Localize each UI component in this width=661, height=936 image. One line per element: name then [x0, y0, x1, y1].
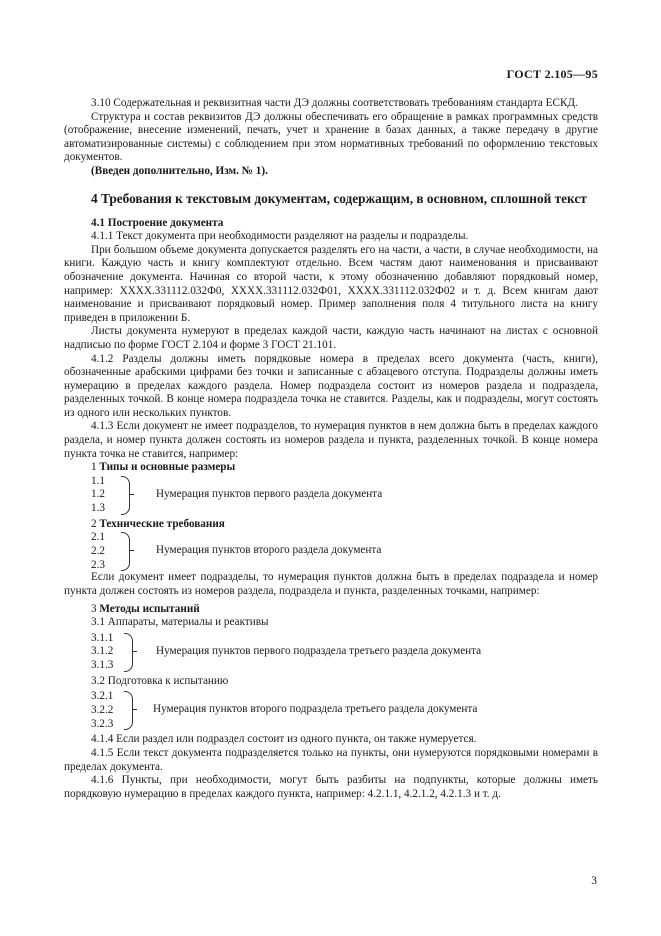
paragraph-4-1-2: 4.1.2 Разделы должны иметь порядковые номера в пределах всего документа (часть, книги), обозначенные арабскими цифрами без точки и записанные с абзацевого отступа. Подразделы должны иметь нумерацию в пределах каждого раздела. Номер подраздела состоит из номеров раздела и подраздела, разделенных точкой. В конце номера подраздела точка не ставится. Разделы, как и подразделы, могут состоять из одного или нескольких пунктов.	[64, 352, 598, 419]
numbering-description: Нумерация пунктов второго раздела документа	[156, 544, 382, 557]
subsection-4-1-title: 4.1 Построение документа	[91, 216, 224, 229]
item-number: 3.2.2	[91, 704, 114, 716]
section-title: Технические требования	[99, 517, 225, 530]
item-number: 2.2	[91, 545, 105, 558]
paragraph-subsections: Если документ имеет подразделы, то нумерация пунктов должна быть в пределах подраздела и номер пункта должен состоять из номеров раздела, подраздела и пункта, разделенных точками, например:	[64, 571, 598, 598]
item-number: 3.2.3	[91, 717, 114, 730]
item-number: 1.1	[91, 474, 105, 487]
example-section-2	[64, 518, 598, 532]
example-subsection-3-2: 3.2 Подготовка к испытанию	[91, 674, 229, 687]
paragraph-4-1-4: 4.1.4 Если раздел или подраздел состоит из одного пункта, он также нумеруется.	[91, 733, 477, 746]
numbering-description: Нумерация пунктов первого раздела документа	[156, 487, 383, 500]
paragraph-4-1-6: 4.1.6 Пункты, при необходимости, могут быть разбиты на подпункты, которые должны иметь порядковую нумерацию в пределах каждого пункта, например: 4.2.1.1, 4.2.1.2, 4.2.1.3 и т. д.	[64, 774, 598, 800]
brace-icon	[121, 476, 130, 515]
item-number: 2.1	[91, 531, 105, 544]
item-number: 2.3	[91, 558, 105, 571]
paragraph-4-1-5: 4.1.5 Если текст документа подразделяется только на пункты, они нумеруются порядковыми номерами в пределах документа.	[64, 747, 598, 773]
brace-icon	[121, 532, 130, 571]
example-section-1	[64, 461, 598, 475]
numbering-example-2	[91, 531, 598, 571]
section-4-heading: 4 Требования к текстовым документам, содержащим, в основном, сплошной текст	[91, 190, 587, 206]
paragraph-4-1-3: 4.1.3 Если документ не имеет подразделов, то нумерация пунктов в нем должна быть в пределах каждого раздела, и номер пункта должен состоять из номеров раздела и пункта, разделенных точкой. В конце номера пункта точка не ставится, например:	[64, 420, 598, 460]
item-number: 3.1.1	[91, 631, 114, 644]
numbering-description: Нумерация пунктов первого подраздела третьего раздела документа	[156, 644, 482, 657]
item-number: 1.2	[91, 488, 105, 501]
amendment-note: (Введен дополнительно, Изм. № 1).	[91, 164, 268, 177]
paragraph-3-10: 3.10 Содержательная и реквизитная части ДЭ должны соответствовать требованиям стандарта ЕСКД.	[91, 97, 578, 109]
numbering-example-3-1	[91, 632, 598, 672]
numbering-example-1	[91, 475, 598, 515]
item-number: 3.2.1	[91, 690, 114, 703]
page-number: 3	[591, 875, 597, 887]
numbering-description: Нумерация пунктов второго подраздела третьего раздела документа	[153, 703, 478, 716]
section-title: Типы и основные размеры	[99, 461, 236, 474]
section-number: 1	[91, 461, 97, 474]
item-number: 1.3	[91, 502, 105, 515]
paragraph-sheets: Листы документа нумеруют в пределах каждой части, каждую часть начинают на листах с основной надписью по форме ГОСТ 2.104 и форме 3 ГОСТ 21.101.	[64, 325, 598, 351]
section-title: Методы испытаний	[99, 602, 200, 615]
example-subsection-3-1: 3.1 Аппараты, материалы и реактивы	[91, 616, 269, 629]
brace-icon	[124, 691, 133, 730]
item-number: 3.1.2	[91, 645, 114, 658]
example-section-3	[64, 603, 598, 617]
brace-icon	[124, 633, 133, 672]
section-number: 3	[91, 602, 97, 615]
numbering-example-3-2	[91, 690, 598, 730]
paragraph-parts: При большом объеме документа допускается разделять его на части, а части, в случае необходимости, на книги. Каждую часть и книгу комплектуют отдельно. Всем частям дают наименования и присваивают обозначение документа. Начиная со второй части, к этому обозначению добавляют порядковый номер, например: ХХХХ.331112.032Ф0, ХХХХ.331112.032Ф01, ХХХХ.331112.032Ф02 и т. д. Всем книгам дают наименование и присваивают порядковый номер. Пример заполнения поля 4 титульного листа на книгу приведен в приложении Б.	[64, 243, 598, 324]
paragraph-structure: Структура и состав реквизитов ДЭ должны обеспечивать его обращение в рамках программных средств (отображение, внесение изменений, печать, учет и хранение в базах данных, а также передачу в другие автоматизированные системы) с соблюдением при этом нормативных требований по оформлению текстовых документов.	[64, 110, 598, 164]
item-number: 3.1.3	[91, 659, 114, 671]
section-number: 2	[91, 517, 97, 530]
paragraph-4-1-1: 4.1.1 Текст документа при необходимости разделяют на разделы и подразделы.	[91, 230, 469, 243]
standard-header: ГОСТ 2.105—95	[506, 67, 598, 81]
document-body	[64, 97, 598, 801]
